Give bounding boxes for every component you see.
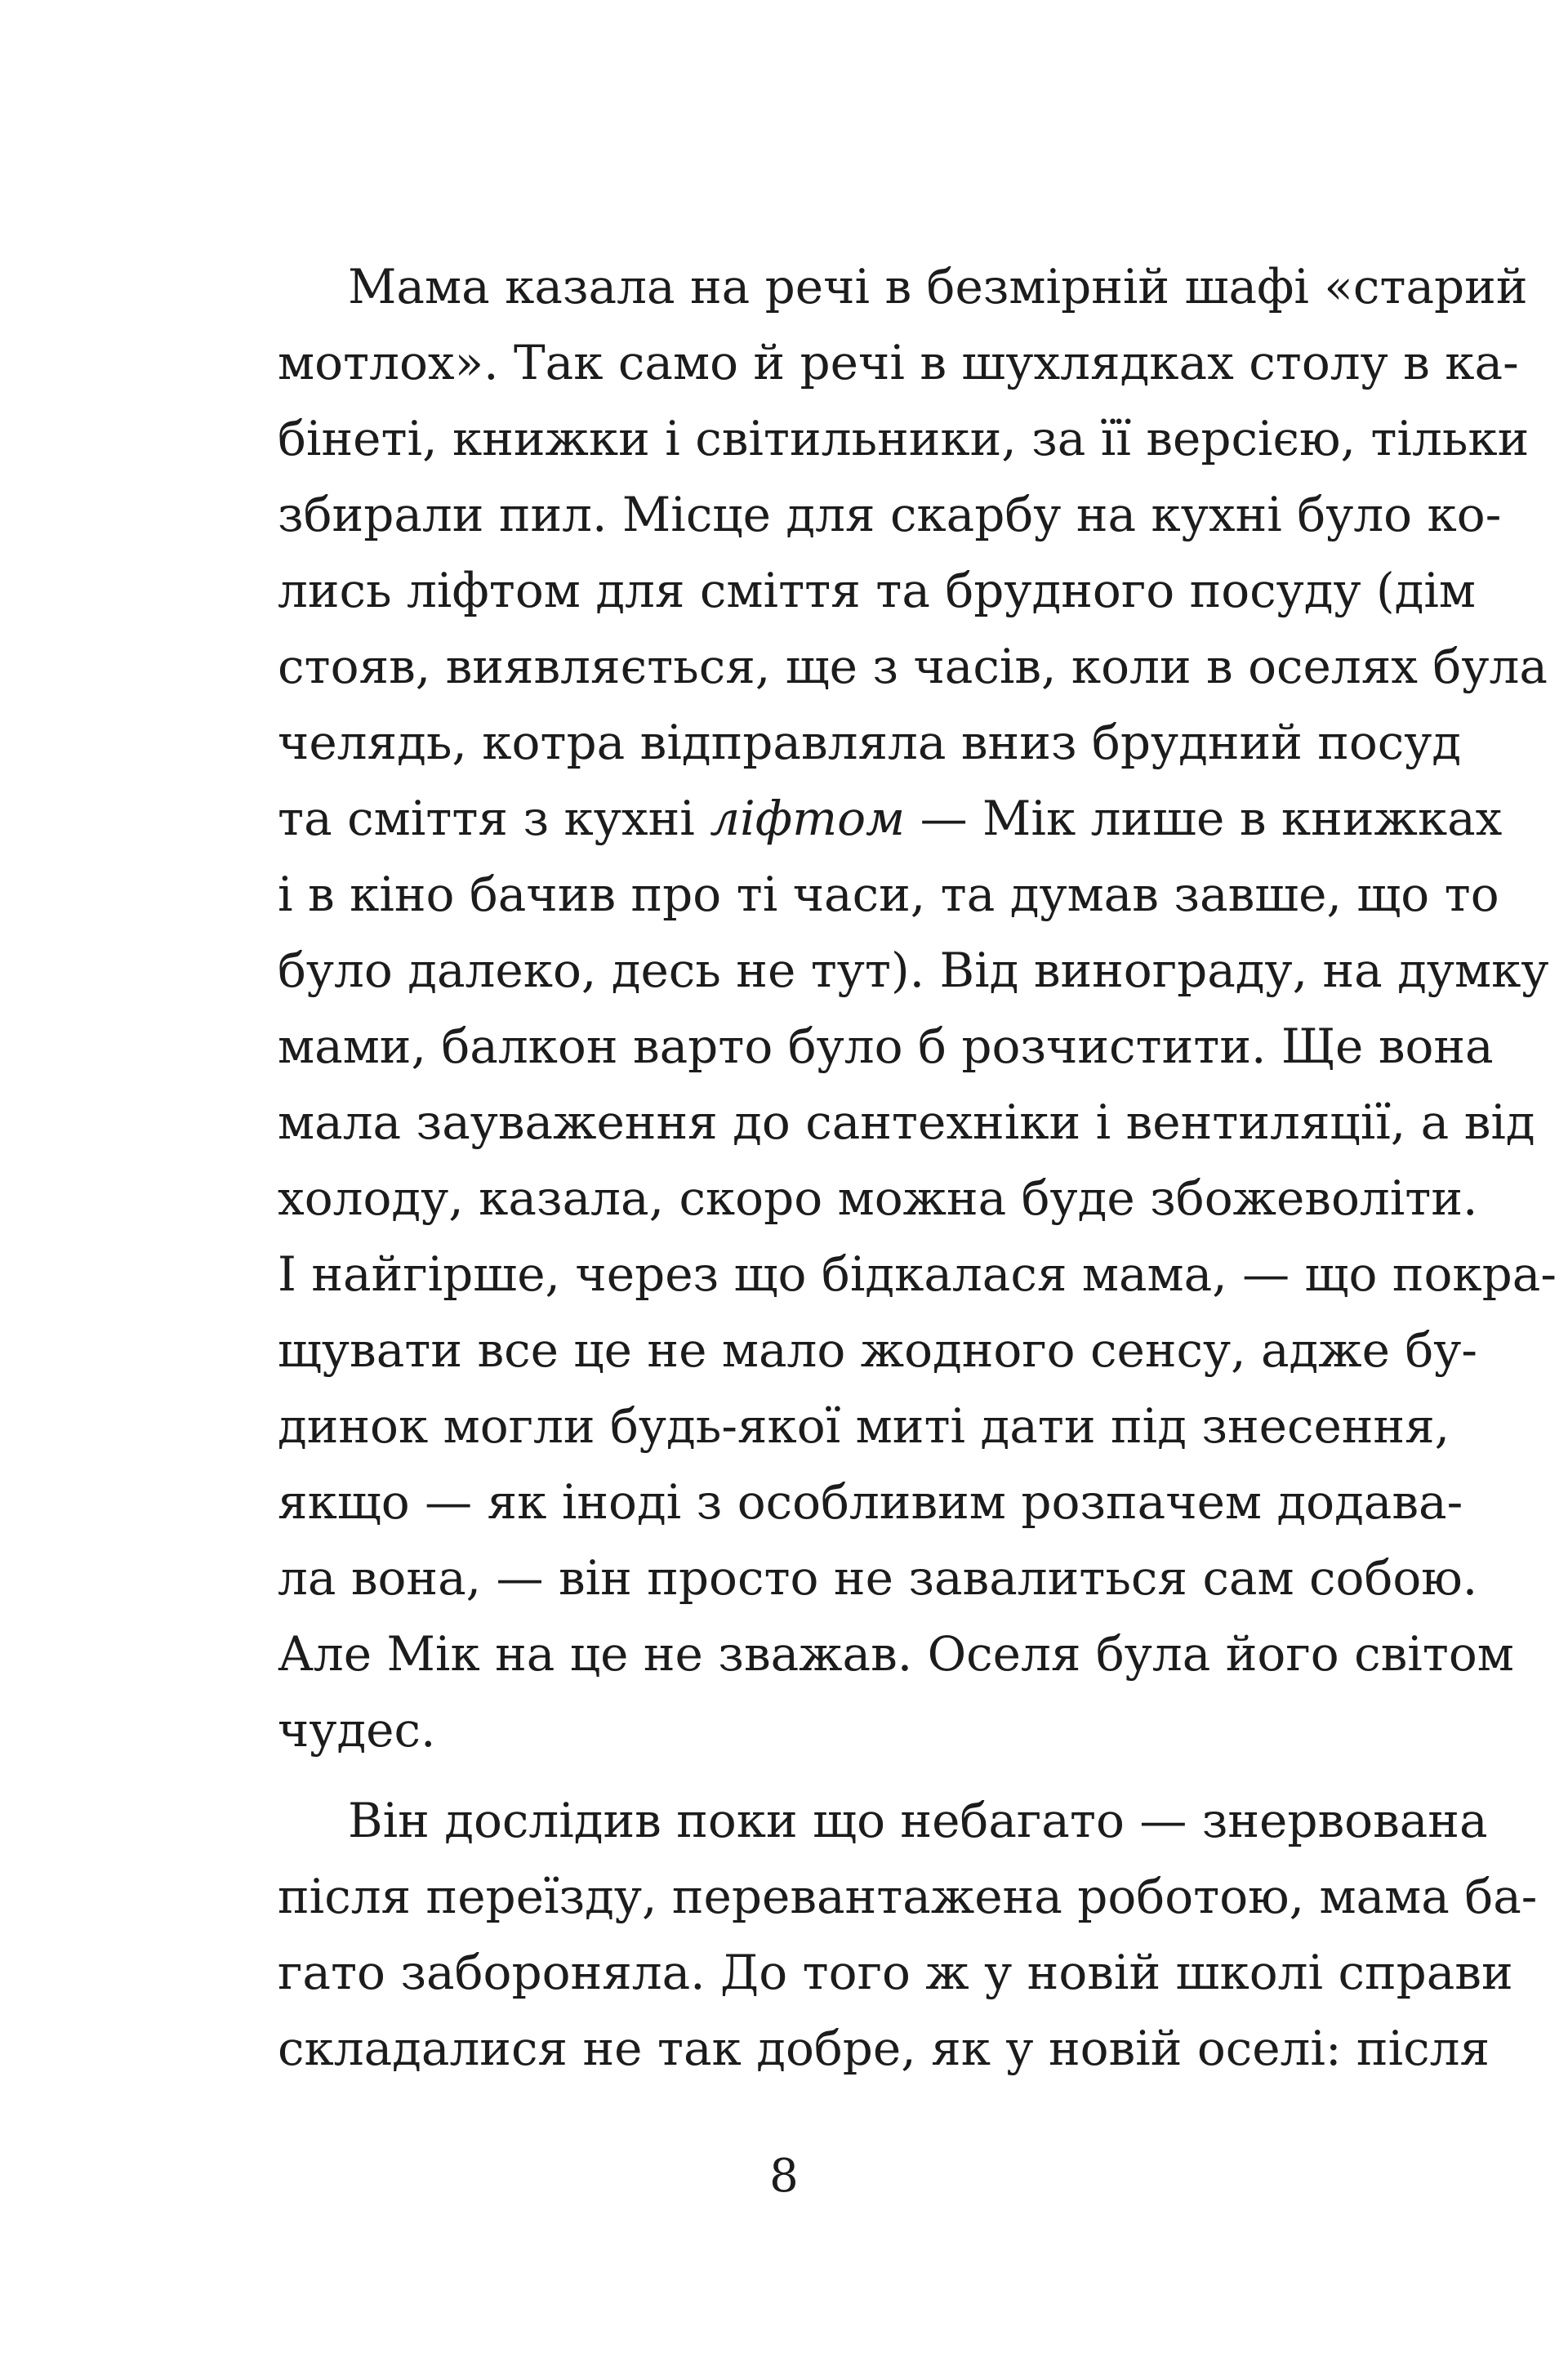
paragraph-1-line-1: Мама казала на речі в безмірній шафі «старий bbox=[348, 259, 1528, 314]
line-8-text-after: — Мік лише в книжках bbox=[905, 791, 1503, 846]
line-8-text-before: та сміття з кухні bbox=[278, 791, 710, 846]
paragraph-1-line-7: челядь, котра відправляла вниз брудний посуд bbox=[278, 715, 1462, 770]
paragraph-1-line-14: І найгірше, через що бідкалася мама, — що покра- bbox=[278, 1246, 1557, 1302]
paragraph-1-line-18: ла вона, — він просто не завалиться сам собою. bbox=[278, 1550, 1478, 1606]
paragraph-1-line-10: було далеко, десь не тут). Від винограду, на думку bbox=[278, 943, 1549, 998]
paragraph-1-line-6: стояв, виявляється, ще з часів, коли в оселях була bbox=[278, 639, 1548, 694]
paragraph-1-line-9: і в кіно бачив про ті часи, та думав завше, що то bbox=[278, 867, 1499, 922]
paragraph-1-line-8 bbox=[278, 781, 1503, 857]
paragraph-1-line-16: динок могли будь-якої миті дати під знесення, bbox=[278, 1398, 1450, 1454]
paragraph-1-line-20: чудес. bbox=[278, 1702, 436, 1758]
paragraph-1-line-15: щувати все це не мало жодного сенсу, адже бу- bbox=[278, 1322, 1478, 1378]
paragraph-1-line-5: лись ліфтом для сміття та брудного посуду (дім bbox=[278, 563, 1477, 618]
page-number: 8 bbox=[769, 2150, 799, 2203]
paragraph-1-line-17: якщо — як іноді з особливим розпачем додава- bbox=[278, 1474, 1463, 1530]
body-text bbox=[278, 249, 1557, 2087]
paragraph-1-line-2: мотлох». Так само й речі в шухлядках столу в ка- bbox=[278, 335, 1519, 390]
italic-word-lift: ліфтом bbox=[710, 791, 906, 846]
paragraph-1-line-19: Але Мік на це не зважав. Оселя була його світом bbox=[278, 1626, 1514, 1682]
paragraph-2-line-2: після переїзду, перевантажена роботою, мама ба- bbox=[278, 1869, 1538, 1924]
paragraph-1-line-4: збирали пил. Місце для скарбу на кухні було ко- bbox=[278, 487, 1502, 542]
paragraph-2-line-1: Він дослідив поки що небагато — знервована bbox=[348, 1793, 1488, 1848]
paragraph-2-line-4: складалися не так добре, як у новій оселі: після bbox=[278, 2021, 1490, 2076]
paragraph-1-line-12: мала зауваження до сантехніки і вентиляції, а від bbox=[278, 1094, 1535, 1150]
paragraph-1-line-3: бінеті, книжки і світильники, за її версією, тільки bbox=[278, 411, 1530, 466]
paragraph-2-line-3: гато забороняла. До того ж у новій школі справи bbox=[278, 1945, 1513, 2000]
paragraph-1-line-13: холоду, казала, скоро можна буде збожеволіти. bbox=[278, 1170, 1478, 1226]
paragraph-1-line-11: мами, балкон варто було б розчистити. Ще вона bbox=[278, 1018, 1494, 1074]
